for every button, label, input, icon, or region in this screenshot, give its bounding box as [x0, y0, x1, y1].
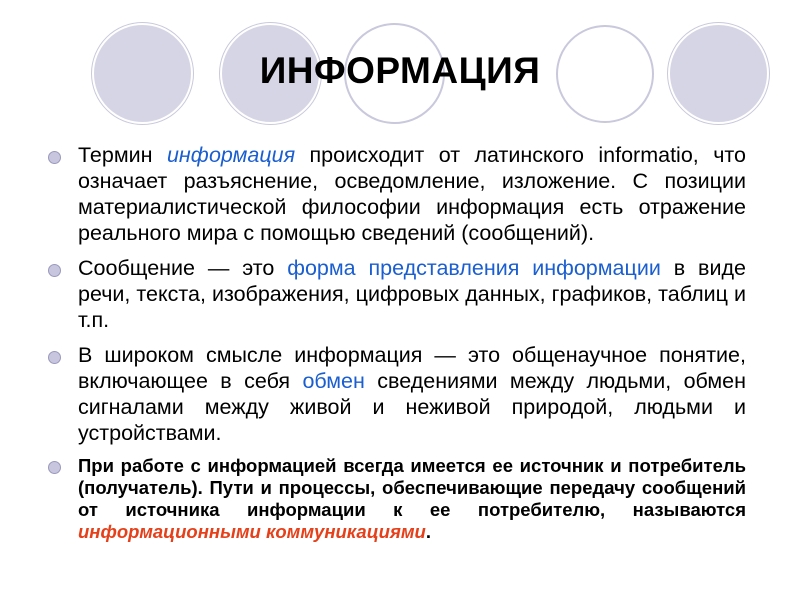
paragraph-text: Сообщение — это форма представления информации в виде речи, текста, изображения, цифровых данных, графиков, таблиц и т.п. [78, 256, 746, 332]
hyperlink[interactable]: форма представления информации [287, 256, 661, 280]
accent-text: информационными коммуникациями [78, 521, 426, 542]
bullet-icon [48, 264, 61, 277]
list-item [48, 255, 746, 333]
hyperlink[interactable]: обмен [302, 369, 365, 393]
list-item [48, 455, 746, 543]
slide-title: ИНФОРМАЦИЯ [259, 50, 541, 91]
bullet-list [48, 142, 746, 552]
paragraph-text: В широком смысле информация — это общенаучное понятие, включающее в себя обмен сведениями между людьми, обмен сигналами между живой и неживой природой, людьми и устройствами. [78, 343, 746, 445]
bullet-icon [48, 461, 61, 474]
paragraph-text: Термин информация происходит от латинского informatio, что означает разъяснение, осведомление, изложение. С позиции материалистической философии информация есть отражение реального мира с помощью сведений (сообщений). [78, 143, 746, 245]
list-item [48, 142, 746, 246]
paragraph-text: При работе с информацией всегда имеется ее источник и потребитель (получатель). Пути и процессы, обеспечивающие передачу сообщений от источника информации к ее потребителю, называются информационными коммуникациями. [78, 455, 746, 542]
bullet-icon [48, 151, 61, 164]
term-highlight: информация [166, 143, 296, 167]
bullet-icon [48, 351, 61, 364]
list-item [48, 342, 746, 446]
